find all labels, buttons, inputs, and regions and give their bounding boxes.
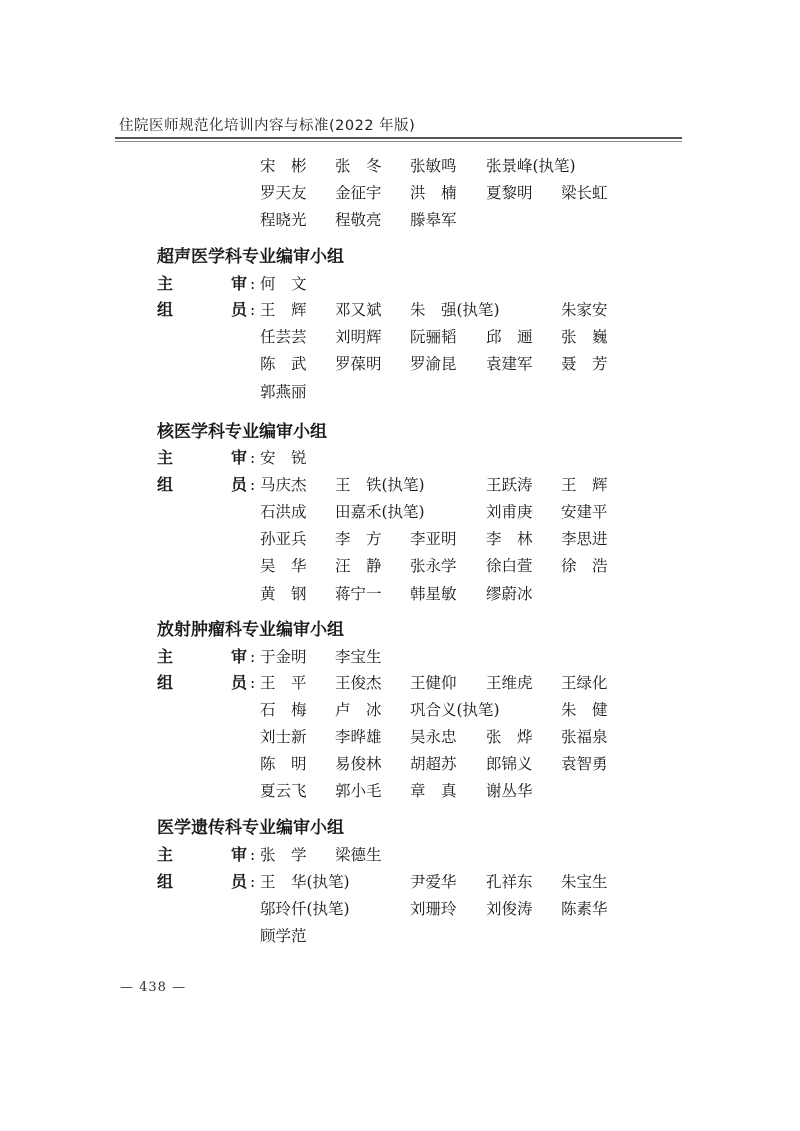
role-label: 审	[231, 274, 248, 293]
member-name: 王 华(执笔)	[260, 873, 350, 891]
member-name: 王 铁(执笔)	[335, 476, 425, 494]
member-name: 郭小毛	[335, 782, 382, 800]
role-label: 主	[157, 845, 174, 864]
role-label: 审	[231, 647, 248, 666]
member-name: 刘甫庚	[486, 503, 533, 521]
member-name: 朱 强(执笔)	[410, 301, 500, 319]
role-label: 审	[231, 845, 248, 864]
header-title: 住院医师规范化培训内容与标准(2022 年版)	[119, 118, 416, 134]
member-name: 田嘉禾(执笔)	[335, 503, 425, 521]
member-name: 阮骊韬	[410, 328, 457, 346]
member-name: 夏云飞	[260, 782, 307, 800]
member-name: 朱宝生	[561, 873, 608, 891]
member-name: 王健仰	[410, 674, 457, 692]
member-name: 谢丛华	[486, 782, 533, 800]
member-name: 李 林	[486, 530, 533, 548]
role-label: 主	[157, 647, 174, 666]
member-name: 郭燕丽	[260, 383, 307, 401]
member-name: 巩合义(执笔)	[410, 701, 500, 719]
role-colon: :	[250, 275, 256, 293]
member-name: 缪蔚冰	[486, 585, 533, 603]
role-label: 组	[157, 300, 174, 319]
member-name: 李 方	[335, 530, 382, 548]
member-name: 张永学	[410, 557, 457, 575]
member-name: 胡超苏	[410, 755, 457, 773]
role-label: 员	[231, 300, 248, 319]
role-label: 主	[157, 274, 174, 293]
member-name: 任芸芸	[260, 328, 307, 346]
role-colon: :	[250, 873, 256, 891]
role-label: 组	[157, 475, 174, 494]
section-heading: 放射肿瘤科专业编审小组	[157, 620, 344, 640]
member-name: 卢 冰	[335, 701, 382, 719]
member-name: 章 真	[410, 782, 457, 800]
member-name: 徐白萱	[486, 557, 533, 575]
member-name: 安 锐	[260, 449, 307, 467]
member-name: 蒋宁一	[335, 585, 382, 603]
member-name: 罗天友	[260, 184, 307, 202]
member-name: 张 学	[260, 846, 307, 864]
role-label: 员	[231, 673, 248, 692]
member-name: 罗葆明	[335, 355, 382, 373]
member-name: 李晔雄	[335, 728, 382, 746]
member-name: 金征宇	[335, 184, 382, 202]
member-name: 石洪成	[260, 503, 307, 521]
member-name: 于金明	[260, 648, 307, 666]
member-name: 邱 逦	[486, 328, 533, 346]
member-name: 朱家安	[561, 301, 608, 319]
member-name: 何 文	[260, 275, 307, 293]
member-name: 梁德生	[335, 846, 382, 864]
member-name: 夏黎明	[486, 184, 533, 202]
member-name: 刘士新	[260, 728, 307, 746]
member-name: 孔祥东	[486, 873, 533, 891]
member-name: 郎锦义	[486, 755, 533, 773]
role-colon: :	[250, 648, 256, 666]
section-heading: 医学遗传科专业编审小组	[157, 818, 344, 838]
member-name: 韩星敏	[410, 585, 457, 603]
member-name: 程晓光	[260, 211, 307, 229]
role-label: 组	[157, 872, 174, 891]
member-name: 王 辉	[260, 301, 307, 319]
member-name: 王 平	[260, 674, 307, 692]
role-colon: :	[250, 674, 256, 692]
header-rule-thin	[115, 141, 682, 142]
member-name: 李宝生	[335, 648, 382, 666]
member-name: 王 辉	[561, 476, 608, 494]
member-name: 袁智勇	[561, 755, 608, 773]
member-name: 宋 彬	[260, 157, 307, 175]
member-name: 王绿化	[561, 674, 608, 692]
role-label: 审	[231, 448, 248, 467]
role-label: 员	[231, 475, 248, 494]
member-name: 张 巍	[561, 328, 608, 346]
member-name: 黄 钢	[260, 585, 307, 603]
role-colon: :	[250, 301, 256, 319]
member-name: 朱 健	[561, 701, 608, 719]
section-heading: 核医学科专业编审小组	[157, 422, 327, 442]
member-name: 尹爱华	[410, 873, 457, 891]
member-name: 梁长虹	[561, 184, 608, 202]
role-label: 主	[157, 448, 174, 467]
member-name: 程敬亮	[335, 211, 382, 229]
member-name: 刘俊涛	[486, 900, 533, 918]
role-colon: :	[250, 846, 256, 864]
member-name: 马庆杰	[260, 476, 307, 494]
member-name: 张景峰(执笔)	[486, 157, 576, 175]
member-name: 王跃涛	[486, 476, 533, 494]
member-name: 汪 静	[335, 557, 382, 575]
member-name: 陈 明	[260, 755, 307, 773]
member-name: 滕皋军	[410, 211, 457, 229]
member-name: 李思进	[561, 530, 608, 548]
role-colon: :	[250, 476, 256, 494]
member-name: 吴永忠	[410, 728, 457, 746]
role-label: 员	[231, 872, 248, 891]
member-name: 邬玲仟(执笔)	[260, 900, 350, 918]
member-name: 聂 芳	[561, 355, 608, 373]
member-name: 吴 华	[260, 557, 307, 575]
member-name: 洪 楠	[410, 184, 457, 202]
member-name: 安建平	[561, 503, 608, 521]
role-colon: :	[250, 449, 256, 467]
member-name: 王维虎	[486, 674, 533, 692]
member-name: 刘明辉	[335, 328, 382, 346]
member-name: 张福泉	[561, 728, 608, 746]
member-name: 孙亚兵	[260, 530, 307, 548]
header-rule	[115, 137, 682, 139]
member-name: 张 烨	[486, 728, 533, 746]
member-name: 罗渝昆	[410, 355, 457, 373]
member-name: 陈 武	[260, 355, 307, 373]
member-name: 易俊林	[335, 755, 382, 773]
section-heading: 超声医学科专业编审小组	[157, 247, 344, 267]
member-name: 张 冬	[335, 157, 382, 175]
member-name: 徐 浩	[561, 557, 608, 575]
member-name: 张敏鸣	[410, 157, 457, 175]
member-name: 陈素华	[561, 900, 608, 918]
member-name: 邓又斌	[335, 301, 382, 319]
member-name: 王俊杰	[335, 674, 382, 692]
role-label: 组	[157, 673, 174, 692]
member-name: 刘珊玲	[410, 900, 457, 918]
member-name: 顾学范	[260, 927, 307, 945]
member-name: 石 梅	[260, 701, 307, 719]
member-name: 李亚明	[410, 530, 457, 548]
member-name: 袁建军	[486, 355, 533, 373]
page-number: — 438 —	[120, 980, 187, 995]
